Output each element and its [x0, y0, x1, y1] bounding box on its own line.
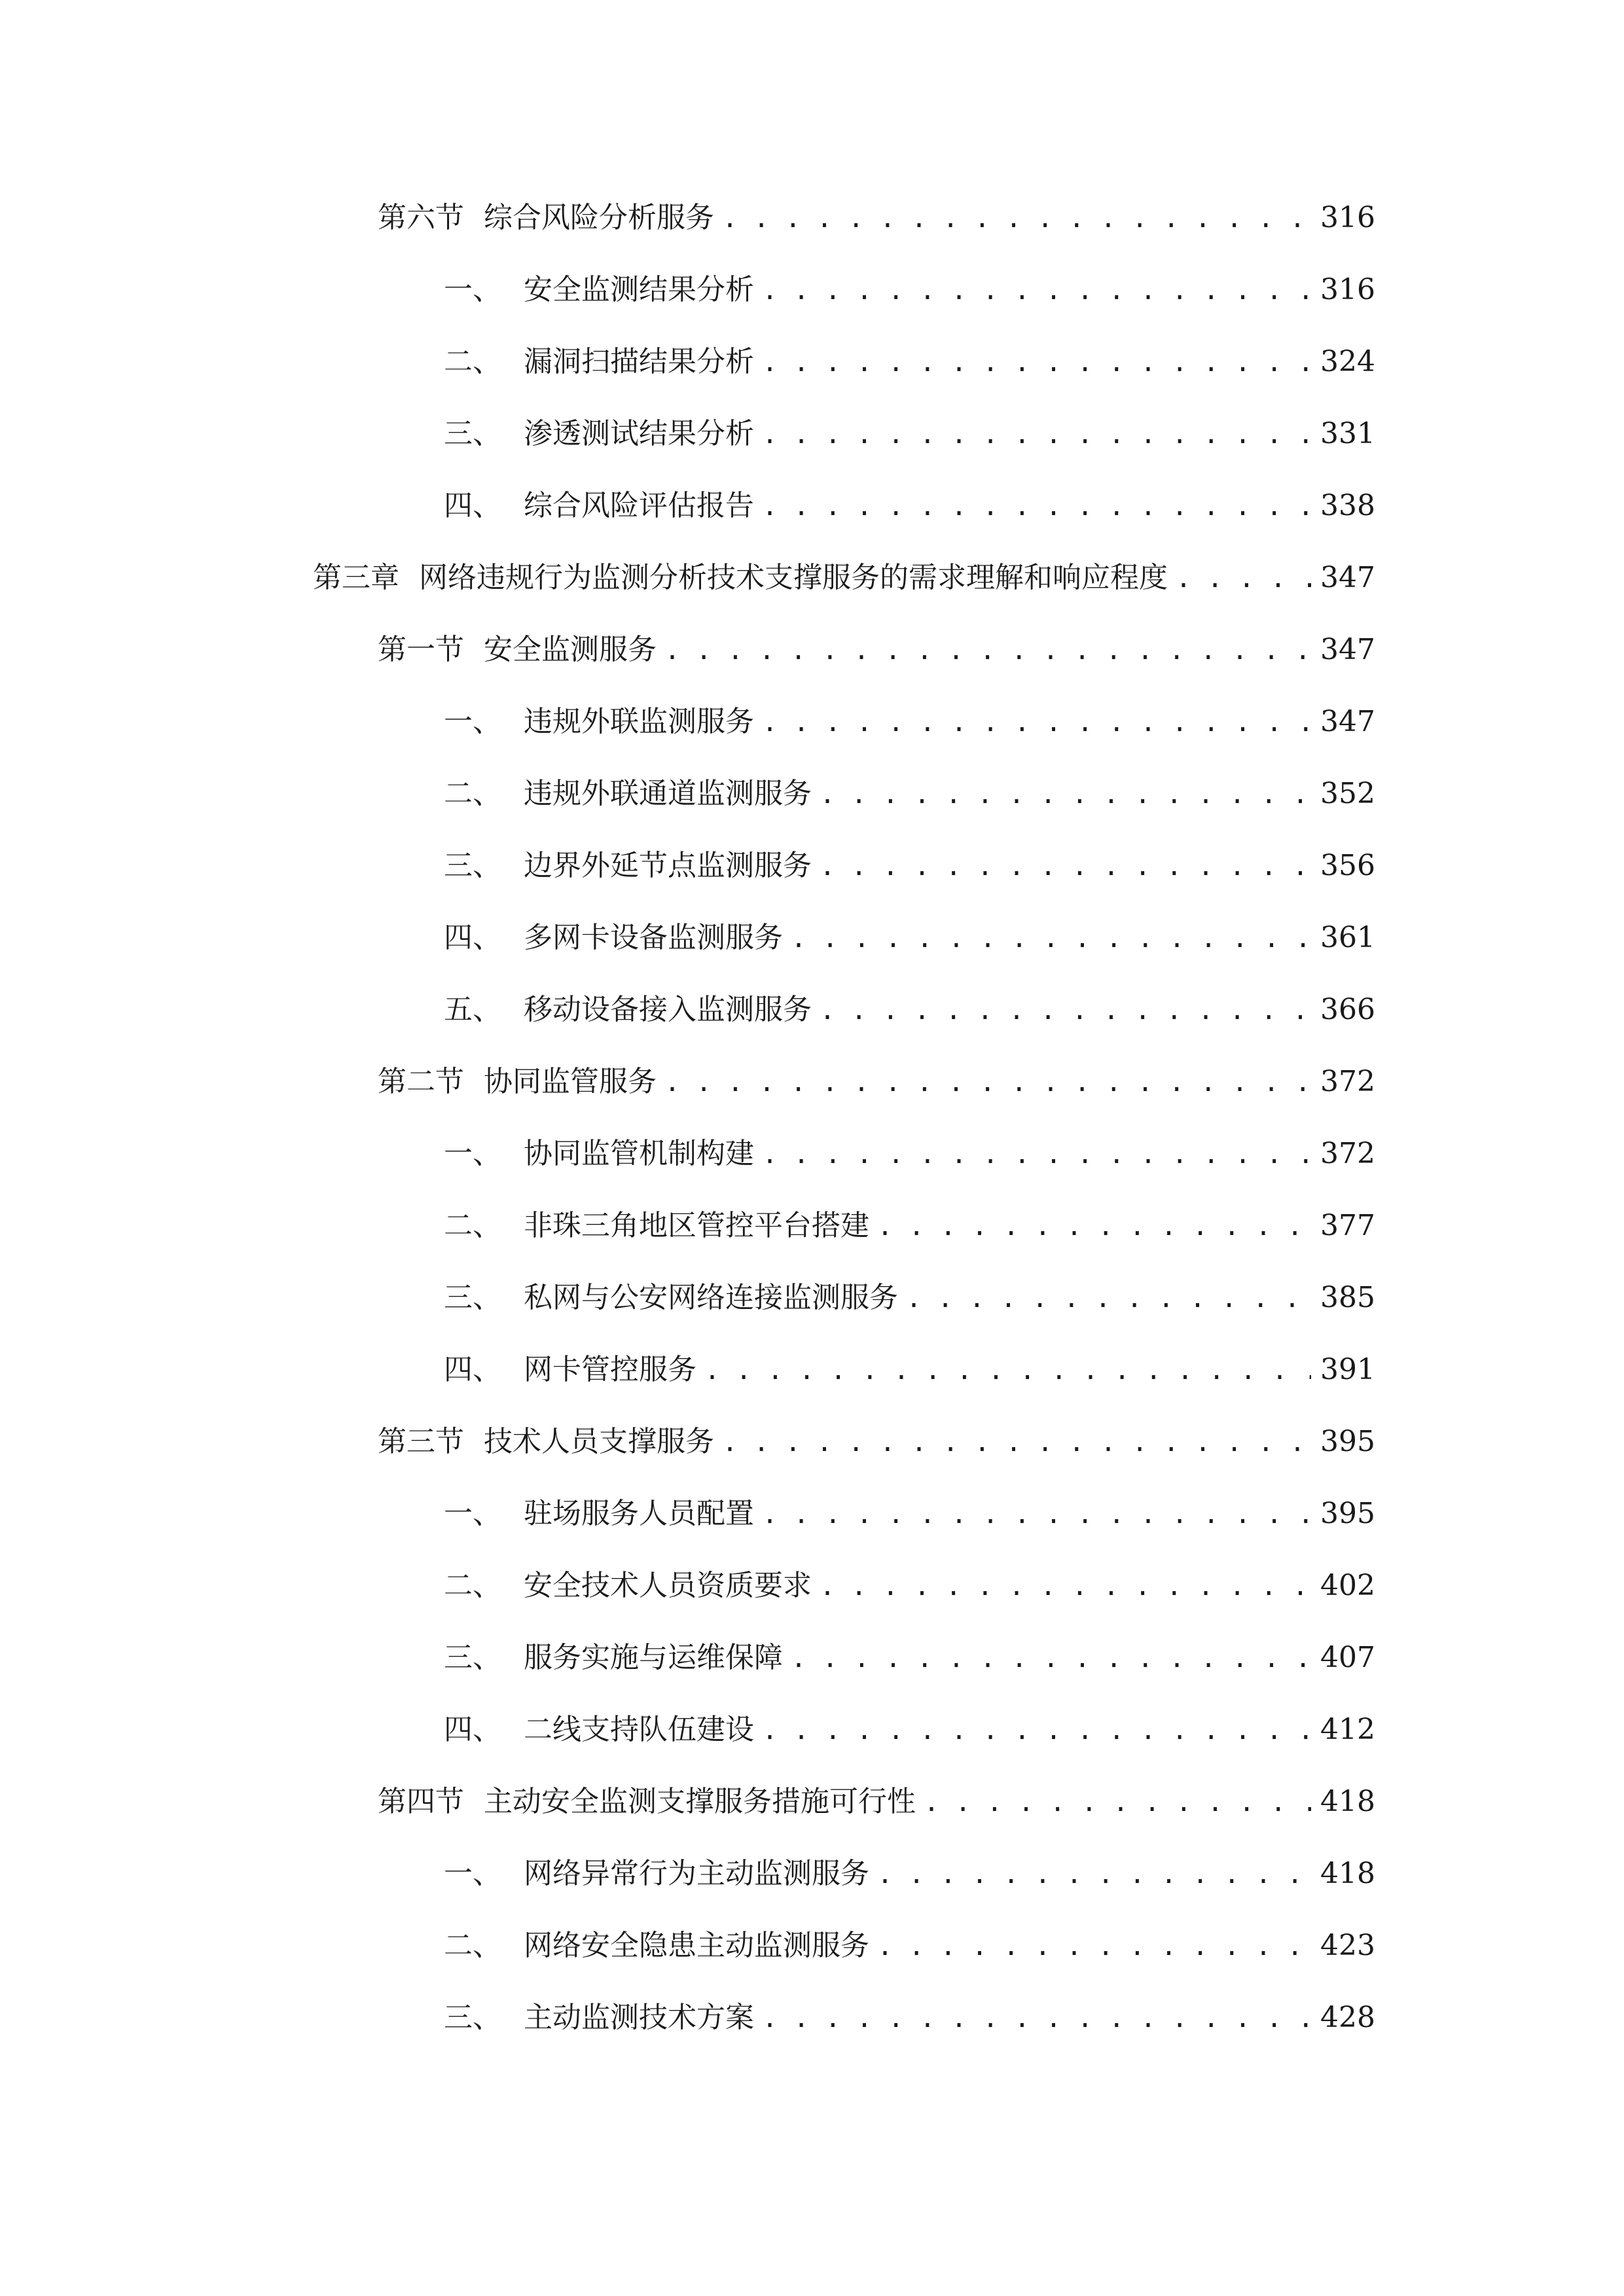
dot-leader — [820, 847, 1311, 886]
dot-leader — [791, 919, 1311, 958]
toc-entry[interactable] — [444, 1494, 1375, 1534]
entry-page-number: 316 — [1320, 273, 1375, 306]
entry-number: 三、 — [444, 1641, 501, 1674]
entry-number: 二、 — [444, 345, 501, 378]
entry-title: 网络异常行为主动监测服务 — [524, 1857, 869, 1890]
entry-number: 二、 — [444, 1209, 501, 1242]
dot-leader — [762, 1495, 1311, 1534]
dot-leader — [820, 1567, 1311, 1606]
entry-number: 第三章 — [313, 561, 399, 594]
entry-number: 第六节 — [378, 201, 464, 234]
dot-leader — [1176, 559, 1311, 598]
dot-leader — [664, 1063, 1311, 1102]
entry-number: 四、 — [444, 1713, 501, 1746]
entry-title: 网卡管控服务 — [524, 1353, 696, 1386]
toc-entry[interactable] — [444, 1638, 1375, 1677]
dot-leader — [877, 1207, 1311, 1246]
entry-page-number: 407 — [1320, 1641, 1375, 1674]
entry-number: 四、 — [444, 921, 501, 954]
toc-entry[interactable] — [444, 990, 1375, 1030]
entry-number: 一、 — [444, 1857, 501, 1890]
toc-entry[interactable] — [444, 342, 1375, 382]
entry-page-number: 402 — [1320, 1569, 1375, 1602]
toc-entry[interactable] — [444, 1998, 1375, 2037]
entry-title: 综合风险分析服务 — [484, 201, 714, 234]
entry-page-number: 372 — [1320, 1065, 1375, 1098]
entry-page-number: 395 — [1320, 1497, 1375, 1530]
entry-title: 主动安全监测支撑服务措施可行性 — [484, 1785, 916, 1818]
entry-title: 协同监管服务 — [484, 1065, 657, 1098]
entry-page-number: 361 — [1320, 921, 1375, 954]
dot-leader — [820, 775, 1311, 814]
entry-number: 二、 — [444, 777, 501, 810]
entry-page-number: 428 — [1320, 2001, 1375, 2034]
entry-number: 一、 — [444, 1137, 501, 1170]
entry-page-number: 316 — [1320, 201, 1375, 234]
entry-page-number: 423 — [1320, 1929, 1375, 1962]
entry-number: 三、 — [444, 417, 501, 450]
entry-page-number: 347 — [1320, 633, 1375, 666]
entry-number: 第二节 — [378, 1065, 464, 1098]
entry-page-number: 331 — [1320, 417, 1375, 450]
toc-entry[interactable] — [444, 1926, 1375, 1965]
entry-page-number: 352 — [1320, 777, 1375, 810]
entry-title: 安全监测服务 — [484, 633, 657, 666]
dot-leader — [704, 1351, 1311, 1390]
dot-leader — [762, 1999, 1311, 2038]
entry-title: 综合风险评估报告 — [524, 489, 754, 522]
entry-title: 主动监测技术方案 — [524, 2001, 754, 2034]
dot-leader — [762, 703, 1311, 742]
entry-title: 非珠三角地区管控平台搭建 — [524, 1209, 869, 1242]
entry-page-number: 391 — [1320, 1353, 1375, 1386]
entry-page-number: 412 — [1320, 1713, 1375, 1746]
entry-number: 四、 — [444, 1353, 501, 1386]
toc-entry[interactable] — [444, 1134, 1375, 1174]
entry-title: 渗透测试结果分析 — [524, 417, 754, 450]
entry-page-number: 347 — [1320, 561, 1375, 594]
entry-page-number: 372 — [1320, 1137, 1375, 1170]
entry-title: 漏洞扫描结果分析 — [524, 345, 754, 378]
entry-number: 四、 — [444, 489, 501, 522]
dot-leader — [762, 1711, 1311, 1750]
dot-leader — [762, 271, 1311, 310]
dot-leader — [722, 1423, 1311, 1462]
entry-title: 安全技术人员资质要求 — [524, 1569, 812, 1602]
entry-title: 协同监管机制构建 — [524, 1137, 754, 1170]
entry-title: 驻场服务人员配置 — [524, 1497, 754, 1530]
entry-page-number: 418 — [1320, 1785, 1375, 1818]
toc-entry[interactable] — [444, 1566, 1375, 1605]
entry-page-number: 324 — [1320, 345, 1375, 378]
entry-title: 违规外联通道监测服务 — [524, 777, 812, 810]
dot-leader — [762, 415, 1311, 454]
entry-title: 安全监测结果分析 — [524, 273, 754, 306]
toc-entry[interactable] — [444, 1206, 1375, 1246]
toc-entry[interactable] — [313, 558, 1375, 598]
entry-page-number: 366 — [1320, 993, 1375, 1026]
toc-entry[interactable] — [378, 630, 1375, 670]
dot-leader — [664, 631, 1311, 670]
dot-leader — [906, 1279, 1311, 1318]
entry-title: 边界外延节点监测服务 — [524, 849, 812, 882]
dot-leader — [820, 991, 1311, 1030]
entry-number: 第四节 — [378, 1785, 464, 1818]
entry-number: 一、 — [444, 1497, 501, 1530]
entry-page-number: 356 — [1320, 849, 1375, 882]
entry-page-number: 377 — [1320, 1209, 1375, 1242]
entry-number: 第一节 — [378, 633, 464, 666]
toc-entry[interactable] — [444, 846, 1375, 886]
entry-title: 二线支持队伍建设 — [524, 1713, 754, 1746]
dot-leader — [877, 1855, 1311, 1894]
entry-title: 多网卡设备监测服务 — [524, 921, 783, 954]
entry-page-number: 347 — [1320, 705, 1375, 738]
toc-entry[interactable] — [444, 486, 1375, 526]
dot-leader — [722, 199, 1311, 238]
toc-entry[interactable] — [444, 1710, 1375, 1749]
entry-number: 第三节 — [378, 1425, 464, 1458]
toc-entry[interactable] — [444, 270, 1375, 310]
entry-number: 二、 — [444, 1569, 501, 1602]
entry-number: 二、 — [444, 1929, 501, 1962]
toc-entry[interactable] — [444, 702, 1375, 742]
entry-title: 技术人员支撑服务 — [484, 1425, 714, 1458]
dot-leader — [762, 343, 1311, 382]
entry-number: 一、 — [444, 705, 501, 738]
dot-leader — [762, 487, 1311, 526]
entry-number: 三、 — [444, 849, 501, 882]
toc-entry[interactable] — [444, 1278, 1375, 1318]
toc-entry[interactable] — [378, 1062, 1375, 1102]
entry-title: 网络违规行为监测分析技术支撑服务的需求理解和响应程度 — [419, 561, 1168, 594]
entry-page-number: 418 — [1320, 1857, 1375, 1890]
entry-number: 三、 — [444, 2001, 501, 2034]
entry-title: 服务实施与运维保障 — [524, 1641, 783, 1674]
toc-entry[interactable] — [444, 1350, 1375, 1390]
toc-entry[interactable] — [378, 198, 1375, 238]
entry-number: 三、 — [444, 1281, 501, 1314]
entry-page-number: 395 — [1320, 1425, 1375, 1458]
entry-title: 违规外联监测服务 — [524, 705, 754, 738]
toc-entry[interactable] — [444, 774, 1375, 814]
entry-number: 一、 — [444, 273, 501, 306]
dot-leader — [791, 1639, 1311, 1678]
dot-leader — [877, 1927, 1311, 1966]
toc-entry[interactable] — [444, 414, 1375, 454]
entry-title: 私网与公安网络连接监测服务 — [524, 1281, 898, 1314]
dot-leader — [762, 1135, 1311, 1174]
toc-entry[interactable] — [378, 1422, 1375, 1462]
toc-entry[interactable] — [444, 1854, 1375, 1893]
dot-leader — [924, 1783, 1311, 1822]
entry-title: 移动设备接入监测服务 — [524, 993, 812, 1026]
entry-title: 网络安全隐患主动监测服务 — [524, 1929, 869, 1962]
toc-entry[interactable] — [444, 918, 1375, 958]
entry-page-number: 338 — [1320, 489, 1375, 522]
entry-page-number: 385 — [1320, 1281, 1375, 1314]
toc-entry[interactable] — [378, 1782, 1375, 1821]
entry-number: 五、 — [444, 993, 501, 1026]
